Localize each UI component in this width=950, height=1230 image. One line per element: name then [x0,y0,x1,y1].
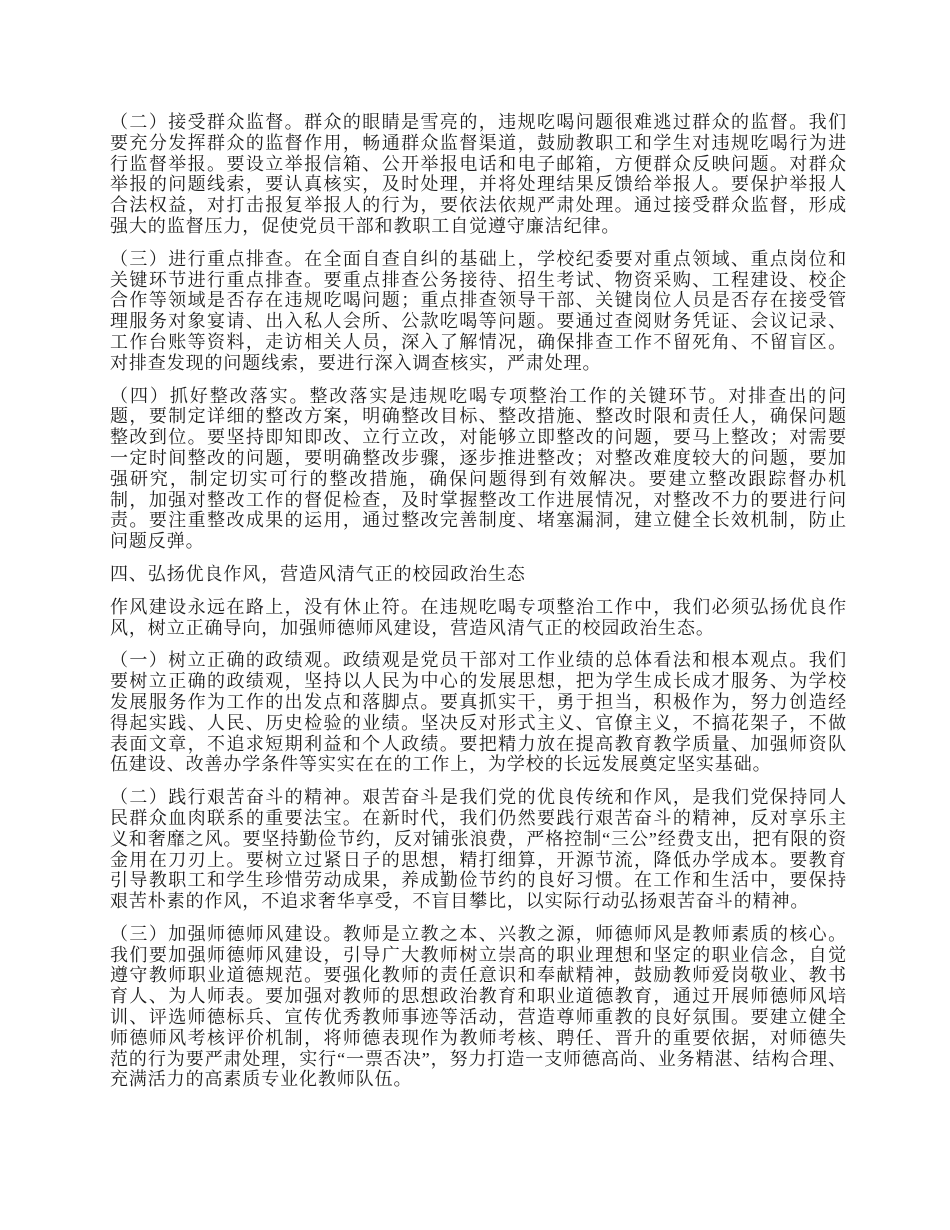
paragraph-correct-achievement-view: （一）树立正确的政绩观。政绩观是党员干部对工作业绩的总体看法和根本观点。我们要树立正确的政绩观，坚持以人民为中心的发展思想，把为学生成长成才服务、为学校发展服务作为工作的出发点和落脚点。要真抓实干，勇于担当，积极作为，努力创造经得起实践、人民、历史检验的业绩。坚决反对形式主义、官僚主义，不搞花架子，不做表面文章，不追求短期利益和个人政绩。要把精力放在提高教育教学质量、加强师资队伍建设、改善办学条件等实实在在的工作上，为学校的长远发展奠定坚实基础。 [110,650,847,775]
section-heading-four: 四、弘扬优良作风，营造风清气正的校园政治生态 [110,563,526,584]
paragraph-accept-mass-supervision: （二）接受群众监督。群众的眼睛是雪亮的，违规吃喝问题很难逃过群众的监督。我们要充分发挥群众的监督作用，畅通群众监督渠道，鼓励教职工和学生对违规吃喝行为进行监督举报。要设立举报信箱、公开举报电话和电子邮箱，方便群众反映问题。对群众举报的问题线索，要认真核实，及时处理，并将处理结果反馈给举报人。要保护举报人合法权益，对打击报复举报人的行为，要依法依规严肃处理。通过接受群众监督，形成强大的监督压力，促使党员干部和教职工自觉遵守廉洁纪律。 [110,112,847,236]
paragraph-key-point-inspection: （三）进行重点排查。在全面自查自纠的基础上，学校纪委要对重点领域、重点岗位和关键环节进行重点排查。要重点排查公务接待、招生考试、物资采购、工程建设、校企合作等领域是否存在违规吃喝问题；重点排查领导干部、关键岗位人员是否存在接受管理服务对象宴请、出入私人会所、公款吃喝等问题。要通过查阅财务凭证、会议记录、工作台账等资料，走访相关人员，深入了解情况，确保排查工作不留死角、不留盲区。对排查发现的问题线索，要进行深入调查核实，严肃处理。 [110,248,847,373]
paragraph-work-style-intro: 作风建设永远在路上，没有休止符。在违规吃喝专项整治工作中，我们必须弘扬优良作风，树立正确导向，加强师德师风建设，营造风清气正的校园政治生态。 [110,596,847,638]
paragraph-rectification-implementation: （四）抓好整改落实。整改落实是违规吃喝专项整治工作的关键环节。对排查出的问题，要制定详细的整改方案，明确整改目标、整改措施、整改时限和责任人，确保问题整改到位。要坚持即知即改、立行立改，对能够立即整改的问题，要马上整改；对需要一定时间整改的问题，要明确整改步骤，逐步推进整改；对整改难度较大的问题，要加强研究，制定切实可行的整改措施，确保问题得到有效解决。要建立整改跟踪督办机制，加强对整改工作的督促检查，及时掌握整改工作进展情况，对整改不力的要进行问责。要注重整改成果的运用，通过整改完善制度、堵塞漏洞，建立健全长效机制，防止问题反弹。 [110,385,847,552]
paragraph-hard-work-spirit: （二）践行艰苦奋斗的精神。艰苦奋斗是我们党的优良传统和作风，是我们党保持同人民群众血肉联系的重要法宝。在新时代，我们仍然要践行艰苦奋斗的精神，反对享乐主义和奢靡之风。要坚持勤俭节约，反对铺张浪费，严格控制“三公”经费支出，把有限的资金用在刀刃上。要树立过紧日子的思想，精打细算，开源节流，降低办学成本。要教育引导教职工和学生珍惜劳动成果，养成勤俭节约的良好习惯。在工作和生活中，要保持艰苦朴素的作风，不追求奢华享受，不盲目攀比，以实际行动弘扬艰苦奋斗的精神。 [110,787,847,912]
paragraph-teacher-ethics-building: （三）加强师德师风建设。教师是立教之本、兴教之源，师德师风是教师素质的核心。我们要加强师德师风建设，引导广大教师树立崇高的职业理想和坚定的职业信念，自觉遵守教师职业道德规范。要强化教师的责任意识和奉献精神，鼓励教师爱岗敬业、教书育人、为人师表。要加强对教师的思想政治教育和职业道德教育，通过开展师德师风培训、评选师德标兵、宣传优秀教师事迹等活动，营造尊师重教的良好氛围。要建立健全师德师风考核评价机制，将师德表现作为教师考核、聘任、晋升的重要依据，对师德失范的行为要严肃处理，实行“一票否决”，努力打造一支师德高尚、业务精湛、结构合理、充满活力的高素质专业化教师队伍。 [110,923,847,1090]
